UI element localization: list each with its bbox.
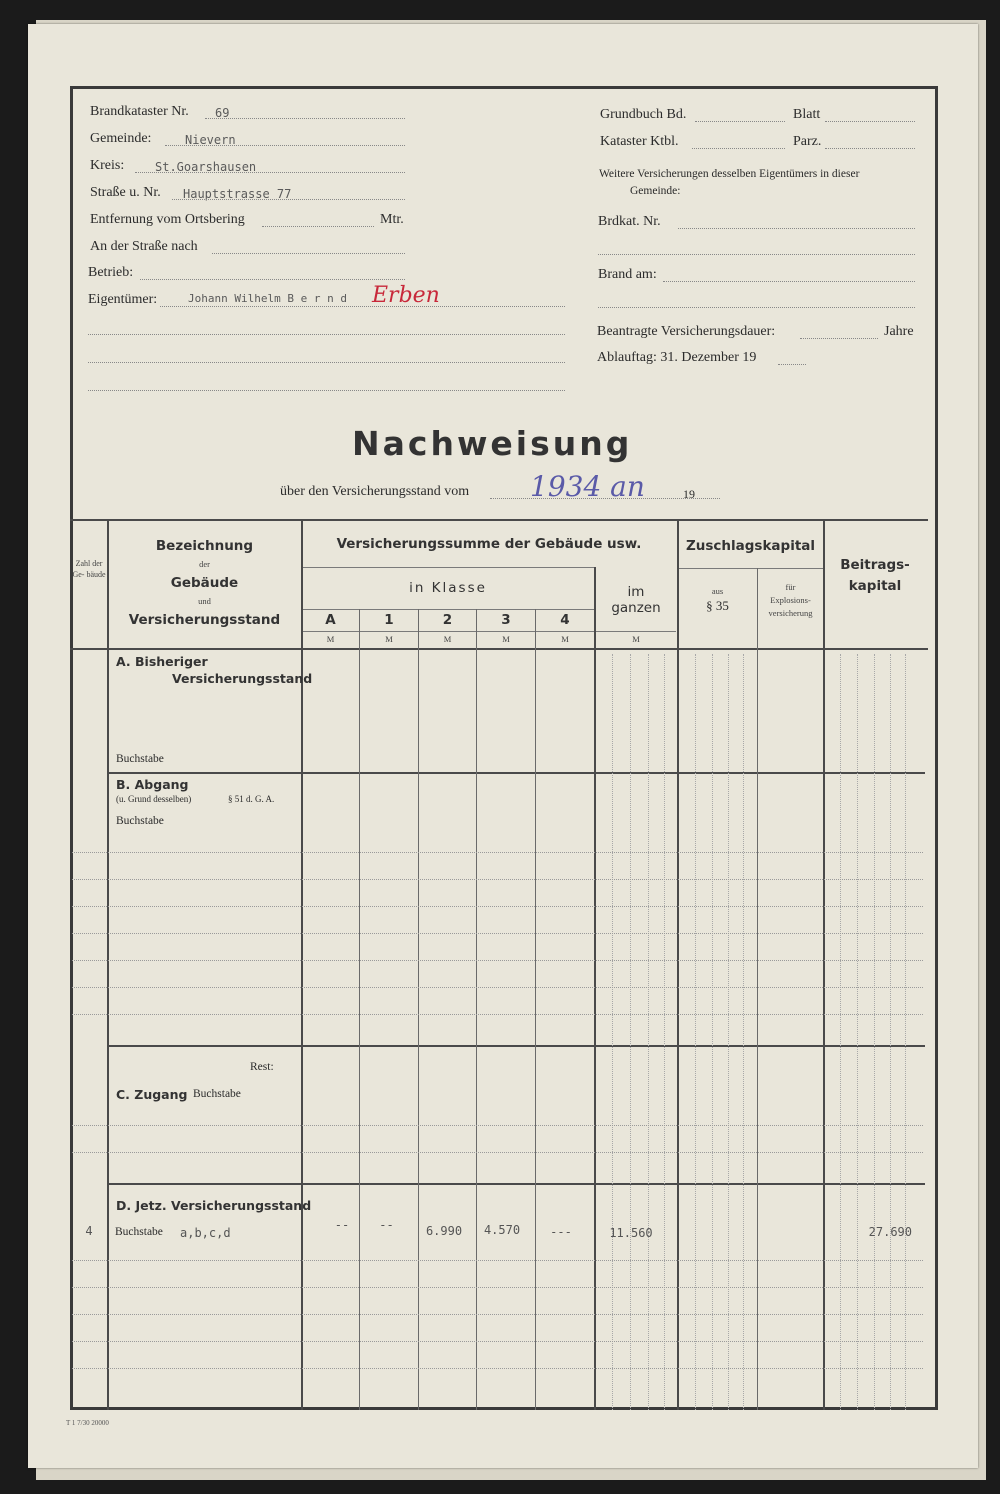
fill-line <box>778 364 806 365</box>
kataster-label: Kataster Ktbl. <box>600 134 679 149</box>
section-d-title: D. Jetz. Versicherungsstand <box>116 1198 312 1213</box>
section-d-buchstabe: Buchstabe <box>115 1226 163 1238</box>
ledger-line <box>72 933 923 934</box>
ledger-line <box>648 654 649 1410</box>
ledger-line <box>728 654 729 1410</box>
gemeinde-label: Gemeinde: <box>90 131 152 146</box>
ledger-line <box>695 654 696 1410</box>
unit-klasse-a: M <box>326 634 335 644</box>
ledger-line <box>874 654 875 1410</box>
grid-line <box>677 519 679 1410</box>
dauer-label: Beantragte Versicherungsdauer: <box>597 324 776 339</box>
strasse-nach-label: An der Straße nach <box>90 239 198 254</box>
header-fuer-2: Explosions- <box>770 595 811 605</box>
row-d-klasse-4: --- <box>550 1225 572 1239</box>
ledger-line <box>712 654 713 1410</box>
unit-klasse-3: M <box>502 634 510 644</box>
ledger-line <box>72 1014 923 1015</box>
fill-line <box>160 306 565 307</box>
jahre-label: Jahre <box>884 324 914 339</box>
grid-line <box>107 519 109 1410</box>
header-aus-2: § 35 <box>706 598 729 613</box>
grid-line <box>301 519 303 1410</box>
grid-line <box>108 1183 925 1185</box>
row-d-zahl: 4 <box>85 1224 93 1238</box>
header-fuer-3: versicherung <box>768 608 813 618</box>
grid-line <box>678 568 824 569</box>
kreis-value: St.Goarshausen <box>155 160 257 174</box>
header-fuer-1: für <box>785 582 796 592</box>
row-d-klasse-2: 6.990 <box>425 1224 463 1238</box>
ledger-line <box>840 654 841 1410</box>
fill-line <box>800 338 878 339</box>
fill-line <box>825 148 915 149</box>
ledger-line <box>72 960 923 961</box>
grid-line <box>359 609 360 1410</box>
grid-line <box>823 519 825 1410</box>
ledger-line <box>72 1368 923 1369</box>
ledger-line <box>905 654 906 1410</box>
brandkataster-label: Brandkataster Nr. <box>90 104 189 119</box>
fill-line <box>88 334 565 335</box>
grid-line <box>70 648 928 650</box>
section-b-note: (u. Grund desselben) <box>116 794 192 804</box>
subtitle-label: über den Versicherungsstand vom <box>280 484 470 499</box>
row-d-beitragskapital: 27.690 <box>868 1225 912 1239</box>
eigentuemer-value: Johann Wilhelm B e r n d <box>188 292 347 305</box>
grid-line <box>757 568 758 1410</box>
header-vsumme: Versicherungssumme der Gebäude usw. <box>336 536 642 552</box>
ledger-line <box>890 654 891 1410</box>
header-bez-3: Gebäude <box>170 575 239 591</box>
fill-line <box>663 281 915 282</box>
header-klasse-a: A <box>325 612 336 628</box>
ledger-line <box>630 654 631 1410</box>
ledger-line <box>857 654 858 1410</box>
fill-line <box>205 118 405 119</box>
fill-line <box>695 121 785 122</box>
subtitle-handwritten: 1934 an <box>530 470 645 503</box>
footer-code: T 1 7/30 20000 <box>66 1419 109 1427</box>
unit-klasse-4: M <box>561 634 569 644</box>
header-klasse-2: 2 <box>442 612 453 628</box>
header-bez-4: und <box>198 596 211 606</box>
grid-line <box>70 519 928 521</box>
ledger-line <box>72 987 923 988</box>
header-im-ganzen-2: ganzen <box>611 600 661 616</box>
grid-line <box>476 609 477 1410</box>
ledger-line <box>72 1125 923 1126</box>
page-title: Nachweisung <box>352 424 633 463</box>
strasse-value: Hauptstrasse 77 <box>183 187 292 201</box>
ledger-line <box>72 1341 923 1342</box>
fill-line <box>135 172 405 173</box>
row-d-klasse-a: -- <box>334 1218 350 1232</box>
section-rest: Rest: <box>250 1061 274 1073</box>
betrieb-label: Betrieb: <box>88 265 134 280</box>
strasse-label: Straße u. Nr. <box>90 185 161 200</box>
brandkataster-value: 69 <box>215 106 230 120</box>
header-in-klasse: in Klasse <box>409 580 487 596</box>
unit-im-ganzen: M <box>632 634 640 644</box>
ledger-line <box>72 1152 923 1153</box>
fill-line <box>140 279 405 280</box>
ledger-line <box>72 1260 923 1261</box>
eigentuemer-label: Eigentümer: <box>88 292 158 307</box>
row-d-im-ganzen: 11.560 <box>609 1226 653 1240</box>
fill-line <box>212 253 405 254</box>
header-beitrag-2: kapital <box>848 578 902 594</box>
entfernung-label: Entfernung vom Ortsbering <box>90 212 245 227</box>
eigentuemer-handwritten: Erben <box>372 283 440 308</box>
header-klasse-4: 4 <box>560 612 570 628</box>
fill-line <box>165 145 405 146</box>
header-bez-1: Bezeichnung <box>155 538 254 554</box>
brand-label: Brand am: <box>598 267 657 282</box>
header-klasse-3: 3 <box>501 612 511 628</box>
row-d-klasse-3: 4.570 <box>483 1223 521 1237</box>
section-d-buchstabe-value: a,b,c,d <box>180 1226 231 1240</box>
parz-label: Parz. <box>793 134 822 149</box>
fill-line <box>825 121 915 122</box>
entfernung-unit: Mtr. <box>380 212 404 227</box>
fill-line <box>598 307 915 308</box>
weitere-line2: Gemeinde: <box>630 185 681 197</box>
fill-line <box>172 199 405 200</box>
header-zahl: Zahl der Ge- bäude <box>72 559 106 579</box>
kreis-label: Kreis: <box>90 158 125 173</box>
section-a-buchstabe: Buchstabe <box>116 753 164 765</box>
grid-line <box>594 567 596 1410</box>
unit-klasse-2: M <box>443 634 452 644</box>
ledger-line <box>72 1287 923 1288</box>
grid-line <box>108 772 925 774</box>
ablauftag-label: Ablauftag: 31. Dezember 19 <box>597 350 757 365</box>
fill-line <box>88 390 565 391</box>
gemeinde-value: Nievern <box>185 133 236 147</box>
brdkat-label: Brdkat. Nr. <box>598 214 661 229</box>
grid-line <box>302 609 594 610</box>
grundbuch-label: Grundbuch Bd. <box>600 107 687 122</box>
header-beitrag-1: Beitrags- <box>840 557 910 573</box>
grid-line <box>418 609 419 1410</box>
subtitle-year: 19 <box>683 487 695 501</box>
header-klasse-1: 1 <box>384 612 394 628</box>
ledger-line <box>72 906 923 907</box>
header-zuschlag: Zuschlagskapital <box>685 538 816 554</box>
ledger-line <box>72 852 923 853</box>
weitere-line1: Weitere Versicherungen desselben Eigentümers in dieser <box>599 168 860 180</box>
fill-line <box>678 228 915 229</box>
grid-line <box>302 567 594 568</box>
ledger-line <box>72 879 923 880</box>
header-im-ganzen-1: im <box>627 584 645 600</box>
grid-line <box>108 1045 925 1047</box>
header-bez-5: Versicherungsstand <box>128 612 281 628</box>
row-d-klasse-1: -- <box>379 1218 394 1232</box>
blatt-label: Blatt <box>793 107 821 122</box>
section-b-para: § 51 d. G. A. <box>228 794 275 804</box>
section-b-title: B. Abgang <box>116 777 189 792</box>
header-aus-1: aus <box>711 586 724 596</box>
header-bez-2: der <box>199 559 210 569</box>
ledger-line <box>664 654 665 1410</box>
section-c-buchstabe: Buchstabe <box>193 1088 241 1100</box>
fill-line <box>88 362 565 363</box>
section-a-title-2: Versicherungsstand <box>172 671 313 686</box>
grid-line <box>535 609 536 1410</box>
fill-line <box>262 226 374 227</box>
section-a-title-1: A. Bisheriger <box>116 654 208 669</box>
section-c-title: C. Zugang <box>116 1087 188 1102</box>
fill-line <box>598 254 915 255</box>
fill-line <box>692 148 785 149</box>
ledger-line <box>612 654 613 1410</box>
section-b-buchstabe: Buchstabe <box>116 815 164 827</box>
ledger-line <box>743 654 744 1410</box>
ledger-line <box>72 1314 923 1315</box>
unit-klasse-1: M <box>385 634 393 644</box>
